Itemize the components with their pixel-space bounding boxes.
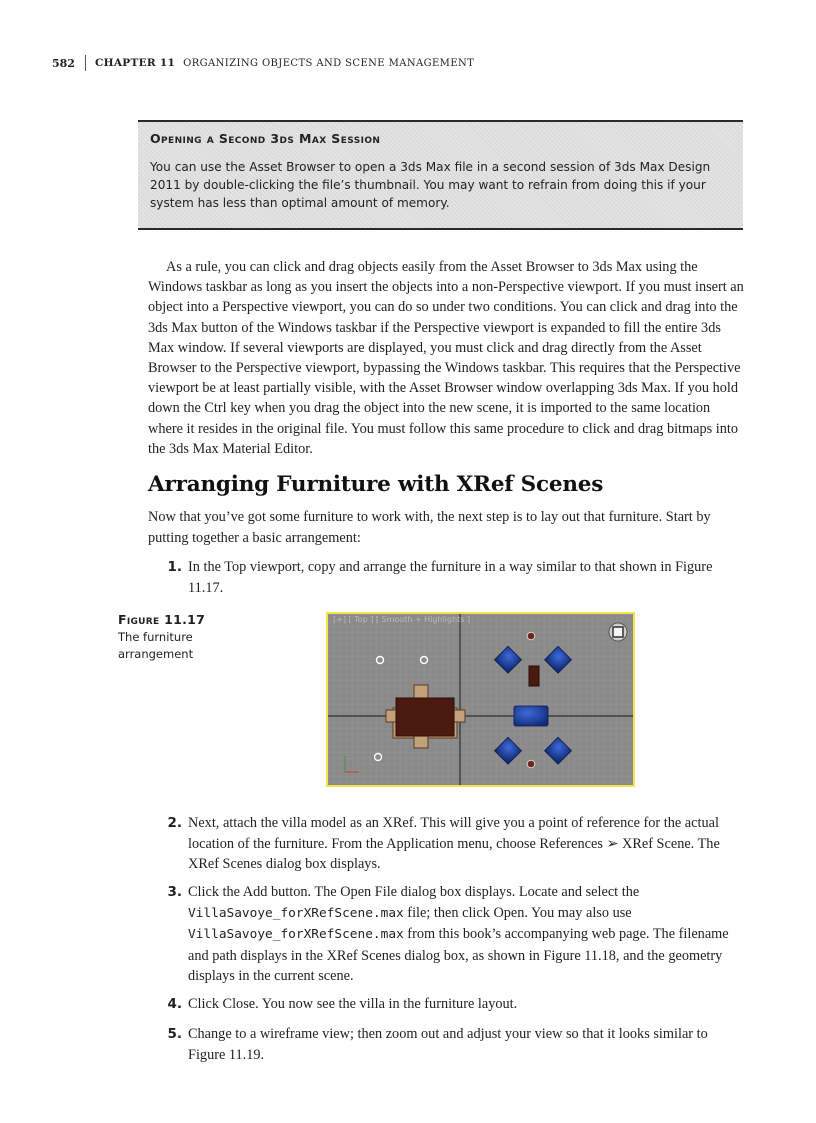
step-text-part: from this book’s accompanying web page. The filename and path displays in the XRef Scenes dialog box, as shown in Figure 11.18, and the geometry displays in the current scene. [188,926,729,984]
filename-code: VillaSavoye_forXRefScene.max [188,927,404,942]
section-heading: Arranging Furniture with XRef Scenes [148,472,604,497]
viewcube-icon [609,623,627,641]
step-1 [148,557,748,598]
step-number: 1. [167,559,182,575]
step-text [188,882,748,987]
step-4 [148,994,748,1015]
step-number: 2. [167,815,182,831]
figure-caption [118,612,238,663]
chapter-title: ORGANIZING OBJECTS AND SCENE MANAGEMENT [183,57,475,69]
viewport-label: [+] [ Top ] [ Smooth + Highlights ] [333,615,471,624]
sidebar-title: Opening a Second 3ds Max Session [150,131,381,146]
step-number: 3. [167,884,182,900]
figure-description: The furniture arrangement [118,630,194,661]
viewport-render [328,614,633,785]
step-text-part: Click the Add button. The Open File dialog box displays. Locate and select the [188,884,640,900]
body-paragraph: As a rule, you can click and drag objects easily from the Asset Browser to 3ds Max using the Windows taskbar as long as you insert the objects into a non-Perspective viewport. If you must insert an object into a Perspective viewport, you can do so under two conditions. You can click and drag into the 3ds Max button of the Windows taskbar if the Perspective viewport is expanded to fill the entire 3ds Max window. If several viewports are displayed, you must click and drag directly from the Asset Browser to the Perspective viewport, bypassing the Windows taskbar. This requires that the Perspective viewport be at least partially visible, with the Asset Browser window overlapping 3ds Max. If you hold down the Ctrl key when you drag the object into the new scene, it is imported to the same location where it resides in the original file. You must follow this same procedure to click and drag bitmaps into the 3ds Max Material Editor. [148,259,744,457]
step-text: In the Top viewport, copy and arrange the furniture in a way similar to that shown in Figure 11.17. [188,559,713,596]
figure-viewport-image [326,612,635,787]
step-text-part: file; then click Open. You may also use [403,904,632,921]
sidebar-box [138,120,743,230]
step-3 [148,882,748,987]
step-number: 5. [167,1026,182,1042]
page-number: 582 [52,56,75,70]
chapter-label: CHAPTER 11 [94,57,176,69]
running-head [52,55,474,71]
sidebar-body: You can use the Asset Browser to open a 3ds Max file in a second session of 3ds Max Design 2011 by double-clicking the file’s thumbnail. You may want to refrain from doing this if your system has less than optimal amount of memory. [150,160,711,210]
step-text: Change to a wireframe view; then zoom out and adjust your view so that it looks similar to Figure 11.19. [188,1026,708,1063]
step-text: Next, attach the villa model as an XRef. This will give you a point of reference for the actual location of the furniture. From the Application menu, choose References ➢ XRef Scene. The XRef Scenes dialog box displays. [188,815,720,872]
step-2 [148,813,748,875]
intro-paragraph: Now that you’ve got some furniture to work with, the next step is to lay out that furniture. Start by putting together a basic arrangement: [148,509,711,546]
step-text: Click Close. You now see the villa in the furniture layout. [188,996,518,1012]
step-number: 4. [167,996,182,1012]
figure-label: Figure 11.17 [118,612,206,627]
step-5 [148,1024,748,1065]
header-divider [85,55,86,71]
filename-code: VillaSavoye_forXRefScene.max [188,905,404,921]
